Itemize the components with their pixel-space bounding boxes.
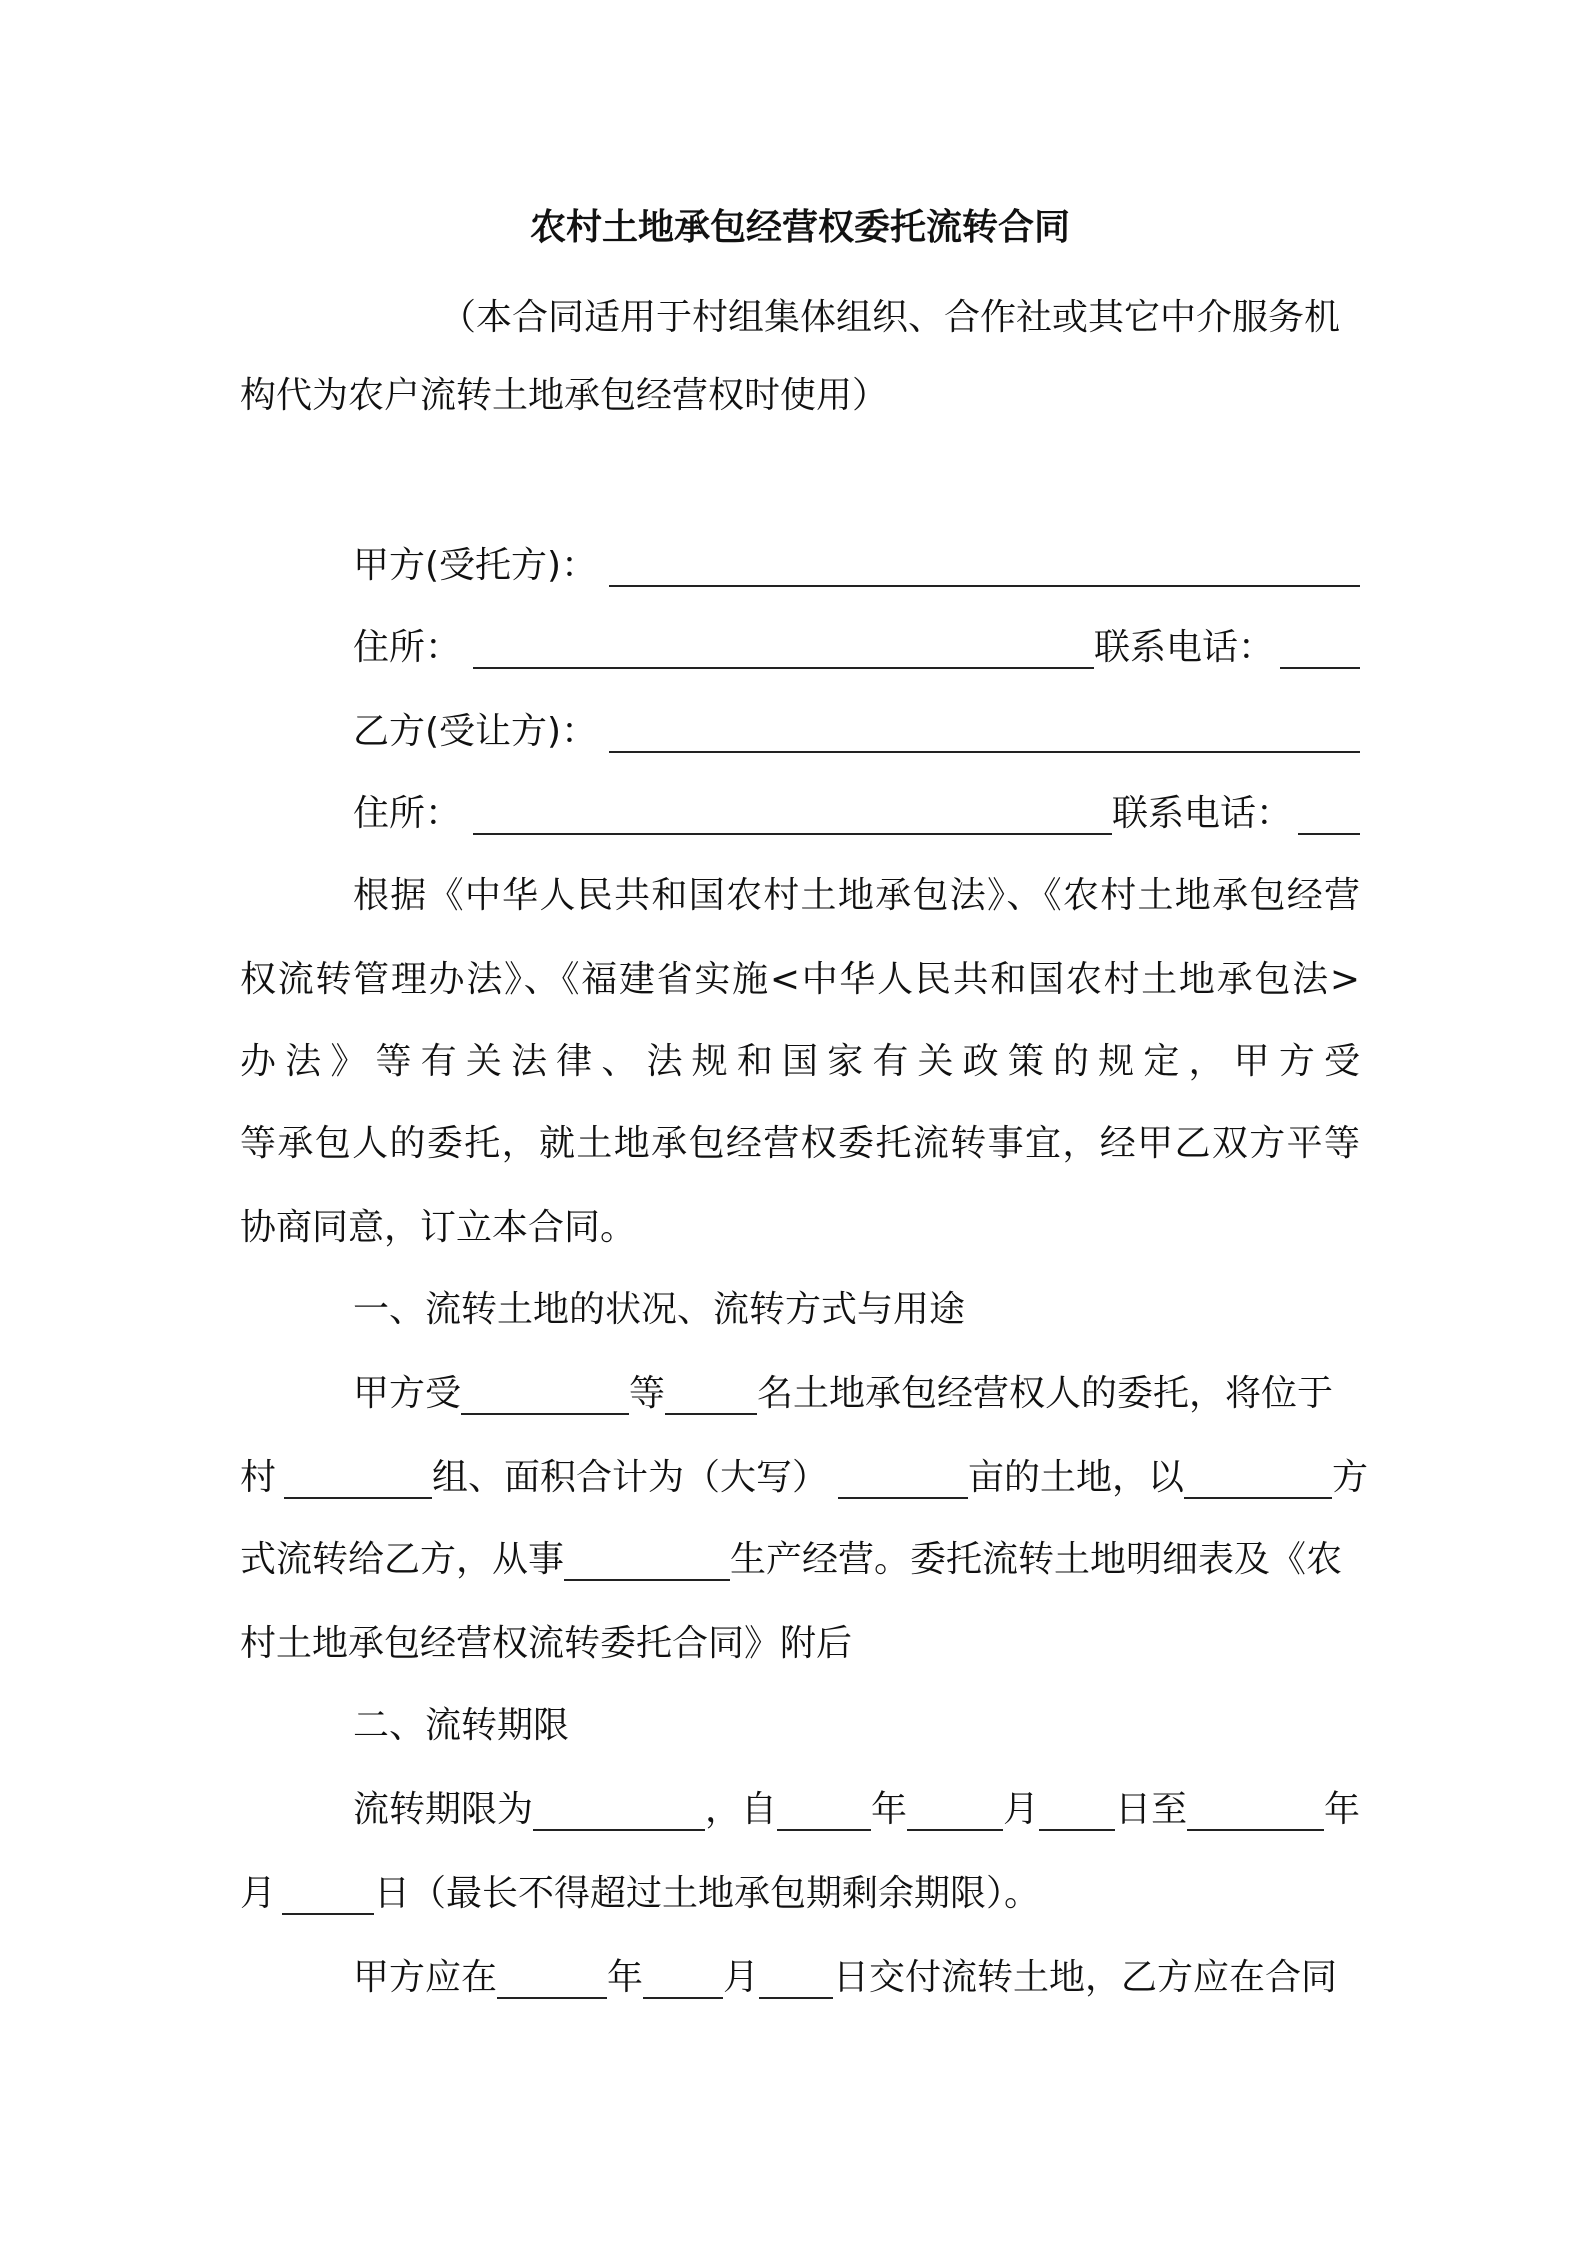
section-1-line-3 xyxy=(240,1532,1360,1588)
start-month-blank[interactable] xyxy=(907,1789,1003,1831)
party-b-phone-label: 联系电话： xyxy=(1111,793,1292,834)
text-fragment: 年 xyxy=(871,1789,908,1830)
party-a-blank[interactable] xyxy=(609,545,1360,587)
party-a-address-blank[interactable] xyxy=(473,627,1094,669)
text-fragment: 方 xyxy=(1332,1457,1369,1498)
text-fragment: 月 xyxy=(240,1873,277,1914)
text-fragment: 流转期限为 xyxy=(353,1789,534,1830)
delivery-year-blank[interactable] xyxy=(497,1957,607,1999)
production-type-blank[interactable] xyxy=(564,1539,730,1581)
party-b-address-blank[interactable] xyxy=(473,793,1112,835)
party-a-label: 甲方(受托方)： xyxy=(353,545,598,586)
text-fragment: 村 xyxy=(240,1457,277,1498)
transfer-method-blank[interactable] xyxy=(1184,1457,1332,1499)
party-b-blank[interactable] xyxy=(609,711,1360,753)
section-1-line-4: 村土地承包经营权流转委托合同》附后 xyxy=(240,1623,853,1664)
section-2-heading: 二、流转期限 xyxy=(353,1705,570,1746)
start-year-blank[interactable] xyxy=(777,1789,871,1831)
party-a-address-row xyxy=(240,620,1360,676)
end-month-blank[interactable] xyxy=(282,1873,374,1915)
text-fragment: 等 xyxy=(629,1373,666,1414)
party-a-row xyxy=(240,538,1360,594)
party-a-phone-blank[interactable] xyxy=(1280,627,1360,669)
party-b-phone-blank[interactable] xyxy=(1298,793,1360,835)
text-fragment: 日交付流转土地，乙方应在合同 xyxy=(833,1957,1338,1998)
text-fragment: 年 xyxy=(607,1957,644,1998)
party-a-phone-label: 联系电话： xyxy=(1093,627,1274,668)
text-fragment: 亩的土地，以 xyxy=(968,1457,1185,1498)
delivery-month-blank[interactable] xyxy=(643,1957,723,1999)
note-line-2: 构代为农户流转土地承包经营权时使用） xyxy=(240,375,889,416)
text-fragment: 组、面积合计为（大写） xyxy=(432,1457,829,1498)
section-1-line-2 xyxy=(240,1450,1369,1506)
party-b-address-row xyxy=(240,786,1360,842)
person-count-blank[interactable] xyxy=(665,1373,757,1415)
text-fragment: 年 xyxy=(1323,1789,1360,1830)
text-fragment: ，自 xyxy=(705,1789,778,1830)
text-fragment: 式流转给乙方，从事 xyxy=(240,1539,565,1580)
preamble-line-5: 协商同意，订立本合同。 xyxy=(240,1207,637,1248)
text-fragment: 日至 xyxy=(1115,1789,1188,1830)
term-length-blank[interactable] xyxy=(533,1789,705,1831)
section-2-line-3 xyxy=(240,1950,1360,2006)
text-fragment: 名土地承包经营权人的委托，将位于 xyxy=(757,1373,1334,1414)
end-year-blank[interactable] xyxy=(1187,1789,1324,1831)
entrusting-person-blank[interactable] xyxy=(461,1373,629,1415)
preamble-line-3: 办法》等有关法律、法规和国家有关政策的规定，甲方受 xyxy=(240,1041,1360,1082)
party-a-address-label: 住所： xyxy=(353,627,462,668)
area-blank[interactable] xyxy=(838,1457,968,1499)
section-1-line-1 xyxy=(240,1366,1360,1422)
party-b-row xyxy=(240,704,1360,760)
text-fragment: 月 xyxy=(723,1957,760,1998)
village-group-blank[interactable] xyxy=(284,1457,432,1499)
document-title: 农村土地承包经营权委托流转合同 xyxy=(529,207,1070,248)
text-fragment: 生产经营。委托流转土地明细表及《农 xyxy=(730,1539,1343,1580)
text-fragment: 甲方应在 xyxy=(353,1957,498,1998)
section-1-heading: 一、流转土地的状况、流转方式与用途 xyxy=(353,1289,966,1330)
preamble-line-2: 权流转管理办法》、《福建省实施<中华人民共和国农村土地承包法> xyxy=(240,959,1360,1000)
start-day-blank[interactable] xyxy=(1039,1789,1115,1831)
delivery-day-blank[interactable] xyxy=(759,1957,833,1999)
preamble-line-1: 根据《中华人民共和国农村土地承包法》、《农村土地承包经营 xyxy=(353,875,1360,916)
text-fragment: 月 xyxy=(1003,1789,1040,1830)
preamble-line-4: 等承包人的委托，就土地承包经营权委托流转事宜，经甲乙双方平等 xyxy=(240,1123,1360,1164)
section-2-line-1 xyxy=(240,1782,1360,1838)
party-b-address-label: 住所： xyxy=(353,793,462,834)
party-b-label: 乙方(受让方)： xyxy=(353,711,598,752)
text-fragment: 甲方受 xyxy=(353,1373,462,1414)
text-fragment: 日（最长不得超过土地承包期剩余期限）。 xyxy=(374,1873,1041,1914)
note-line-1: （本合同适用于村组集体组织、合作社或其它中介服务机 xyxy=(440,297,1341,338)
section-2-line-2 xyxy=(240,1866,1360,1922)
